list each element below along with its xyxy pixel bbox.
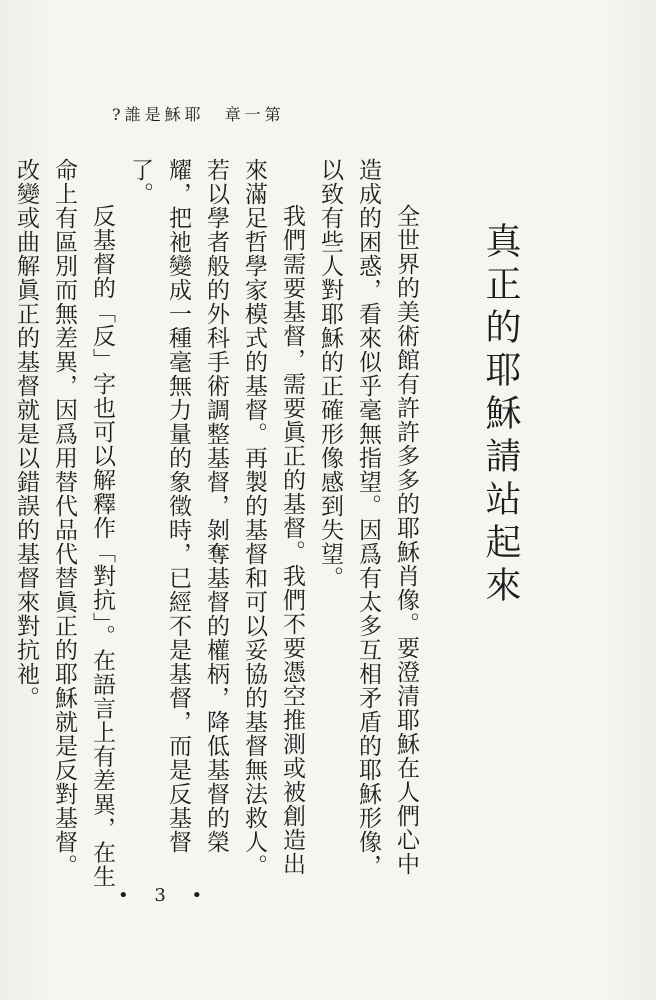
paragraph-1: 全世界的美術館有許許多多的耶穌肖像。要澄清耶穌在人們心中造成的困惑，看來似乎毫無指望。因爲有太多互相矛盾的耶穌形像，以致有些人對耶穌的正確形像感到失望。	[317, 158, 419, 878]
running-head: ?誰是穌耶 章一第	[112, 105, 285, 124]
section-title: 真正的耶穌請站起來	[480, 222, 521, 609]
paragraph-3: 反基督的「反」字也可以解釋作「對抗」。在語言上有差異，在生命上有區別而無差異，因爲用替代品代替眞正的耶穌就是反對基督。改變或曲解眞正的基督就是以錯誤的基督來對抗祂。	[13, 158, 115, 889]
paragraph-2: 我們需要基督，需要眞正的基督。我們不要憑空推測或被創造出來滿足哲學家模式的基督。再製的基督和可以妥協的基督無法救人。若以學者般的外科手術調整基督，剝奪基督的權柄，降低基督的榮耀，把祂變成一種毫無力量的象徵時，已經不是基督，而是反基督了。	[127, 158, 305, 878]
page-number: • 3 •	[118, 885, 213, 906]
body-text	[13, 158, 460, 898]
